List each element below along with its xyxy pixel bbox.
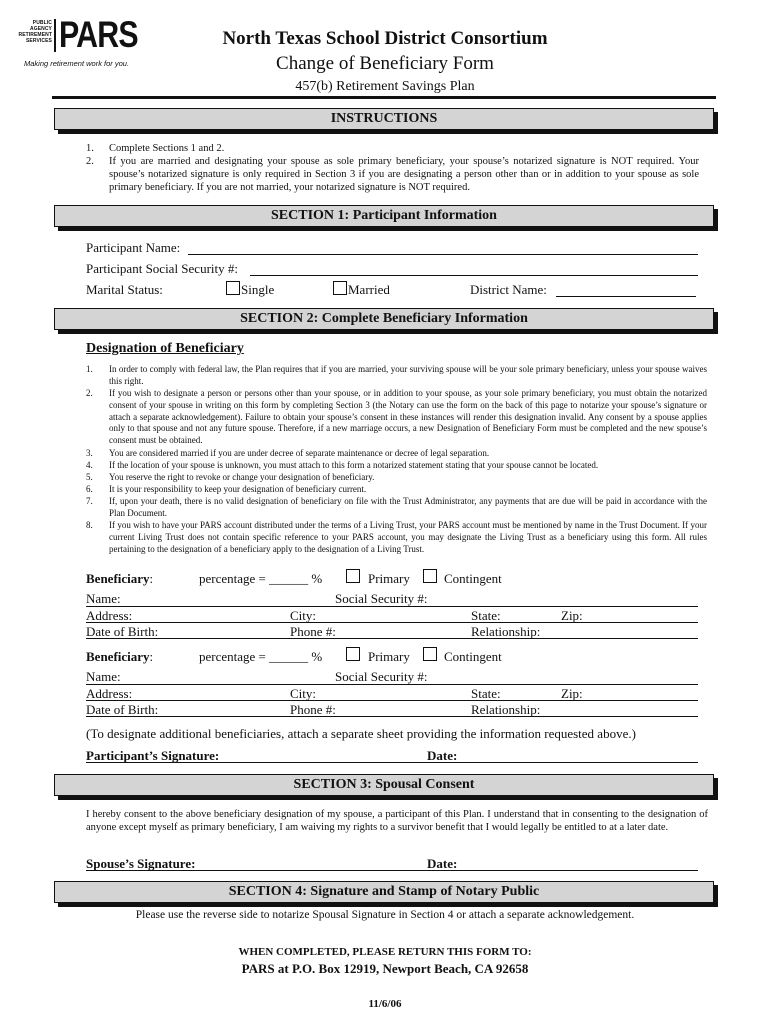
form-date: 11/6/06 (368, 998, 402, 1010)
beneficiary-1-ssn-label: Social Security #: (335, 591, 428, 606)
designation-item: If you wish to designate a person or persons other than your spouse, or in addition to your spouse, as your sole primary beneficiary, you must obtain the notarized consent of your spouse in writing on this form by completing Section 3 (the Notary can use the form on the back of this page to notarize your spouse’s signature or attach a separate acknowledgement). Failure to obtain your spouse’s consent in these instances will render this designation invalid. Any consent by a spouse applies only to that spouse and not any future spouse. Therefore, if a new marriage occurs, a new Designation of Beneficiary Form must be completed and the new spouse’s consent must be obtained. (109, 388, 707, 446)
logo-wordmark: PARS (59, 14, 138, 55)
beneficiary-2-relationship-label: Relationship: (471, 702, 541, 717)
beneficiary-2-dob-field[interactable] (86, 716, 698, 717)
district-name-label: District Name: (470, 282, 547, 297)
beneficiary-2-name-field[interactable] (86, 684, 698, 685)
designation-number: 7. (86, 496, 93, 506)
designation-item: If you wish to have your PARS account distributed under the terms of a Living Trust, your PARS account must be mentioned by name in the Trust Document. If your current Living Trust does not contain specific reference to your PARS account, you may designate the Living Trust as a beneficiary using this form. All rules pertaining to the designation of a beneficiary apply to the designation of a Living Trust. (109, 520, 707, 554)
participant-signature-label: Participant’s Signature: (86, 748, 220, 763)
beneficiary-2-phone-label: Phone #: (290, 702, 336, 717)
participant-ssn-field[interactable] (250, 275, 698, 276)
beneficiary-2-city-label: City: (290, 686, 317, 701)
beneficiary-1-primary-label: Primary (368, 571, 410, 586)
return-instructions: WHEN COMPLETED, PLEASE RETURN THIS FORM TO: (238, 946, 532, 958)
beneficiary-2-percentage[interactable]: percentage = ______ % (199, 649, 323, 664)
beneficiary-2-name-label: Name: (86, 669, 121, 684)
designation-number: 3. (86, 448, 93, 458)
beneficiary-1-dob-field[interactable] (86, 638, 698, 639)
additional-beneficiaries-note: (To designate additional beneficiaries, attach a separate sheet providing the information requested above.) (86, 726, 636, 741)
beneficiary-2-dob-label: Date of Birth: (86, 702, 159, 717)
beneficiary-1-primary-checkbox[interactable] (346, 569, 360, 583)
beneficiary-1-phone-label: Phone #: (290, 624, 336, 639)
beneficiary-1-city-label: City: (290, 608, 317, 623)
designation-item: You reserve the right to revoke or change your designation of beneficiary. (109, 472, 375, 482)
married-label: Married (348, 282, 390, 297)
beneficiary-1-percentage[interactable]: percentage = ______ % (199, 571, 323, 586)
beneficiary-1-contingent-label: Contingent (444, 571, 502, 586)
designation-item: You are considered married if you are under decree of separate maintenance or decree of legal separation. (109, 448, 490, 458)
beneficiary-1-relationship-label: Relationship: (471, 624, 541, 639)
section4-heading: SECTION 4: Signature and Stamp of Notary Public (54, 881, 714, 903)
beneficiary-2-primary-checkbox[interactable] (346, 647, 360, 661)
beneficiary-1-zip-label: Zip: (561, 608, 583, 623)
designation-number: 8. (86, 520, 93, 530)
beneficiary-1-name-label: Name: (86, 591, 121, 606)
instruction-number: 2. (86, 156, 94, 167)
designation-title: Designation of Beneficiary (86, 341, 244, 356)
logo-small-text: PUBLIC AGENCY RETIREMENT SERVICES (18, 20, 52, 44)
plan-name: 457(b) Retirement Savings Plan (295, 79, 475, 94)
designation-number: 2. (86, 388, 93, 398)
beneficiary-1-address-field[interactable] (86, 622, 698, 623)
instruction-item: If you are married and designating your spouse as sole primary beneficiary, your spouse’s notarized signature is NOT required. Your spouse’s notarized signature is only required in Section 3 if you are designating a person other than or in addition to your spouse as sole primary beneficiary. If you are not married, your notarized signature is NOT required. (109, 156, 699, 193)
beneficiary-2-primary-label: Primary (368, 649, 410, 664)
spousal-consent-text: I hereby consent to the above beneficiary designation of my spouse, a participant of this Plan. I understand that in consenting to the designation of anyone except myself as primary beneficiary, I am waiving my rights to a survivor benefit that I would legally be entitled to at a later date. (86, 809, 708, 833)
designation-number: 4. (86, 460, 93, 470)
single-label: Single (241, 282, 275, 297)
beneficiary-2-address-label: Address: (86, 686, 133, 701)
participant-date-label: Date: (427, 748, 458, 763)
beneficiary-1-contingent-checkbox[interactable] (423, 569, 437, 583)
beneficiary-1-state-label: State: (471, 608, 501, 623)
header-rule (52, 96, 716, 99)
spouse-date-label: Date: (427, 856, 458, 871)
form-title: North Texas School District Consortium (222, 28, 548, 49)
designation-item: It is your responsibility to keep your designation of beneficiary current. (109, 484, 367, 494)
spouse-signature-label: Spouse’s Signature: (86, 856, 196, 871)
beneficiary-2-address-field[interactable] (86, 700, 698, 701)
beneficiary-1-heading: Beneficiary: (86, 571, 154, 586)
beneficiary-2-heading: Beneficiary: (86, 649, 154, 664)
beneficiary-1-dob-label: Date of Birth: (86, 624, 159, 639)
beneficiary-2-contingent-label: Contingent (444, 649, 502, 664)
beneficiary-1-address-label: Address: (86, 608, 133, 623)
single-checkbox[interactable] (226, 281, 240, 295)
participant-name-label: Participant Name: (86, 240, 181, 255)
designation-number: 1. (86, 364, 93, 374)
married-checkbox[interactable] (333, 281, 347, 295)
beneficiary-2-ssn-label: Social Security #: (335, 669, 428, 684)
section2-heading: SECTION 2: Complete Beneficiary Information (54, 308, 714, 330)
instruction-number: 1. (86, 143, 94, 154)
instruction-item: Complete Sections 1 and 2. (109, 143, 225, 154)
beneficiary-2-contingent-checkbox[interactable] (423, 647, 437, 661)
logo-tagline: Making retirement work for you. (24, 59, 130, 68)
beneficiary-2-state-label: State: (471, 686, 501, 701)
designation-item: If, upon your death, there is no valid designation of beneficiary on file with the Trust Administrator, any payments that are due will be paid in accordance with the Plan Document. (109, 496, 707, 518)
beneficiary-2-zip-label: Zip: (561, 686, 583, 701)
instructions-heading: INSTRUCTIONS (54, 108, 714, 130)
spouse-signature-field[interactable] (86, 870, 698, 871)
section1-heading: SECTION 1: Participant Information (54, 205, 714, 227)
district-name-field[interactable] (556, 296, 696, 297)
participant-name-field[interactable] (188, 254, 698, 255)
return-address: PARS at P.O. Box 12919, Newport Beach, CA 92658 (241, 961, 529, 976)
participant-signature-field[interactable] (86, 762, 698, 763)
form-subtitle: Change of Beneficiary Form (276, 53, 494, 74)
designation-number: 6. (86, 484, 93, 494)
beneficiary-1-name-field[interactable] (86, 606, 698, 607)
notary-note: Please use the reverse side to notarize Spousal Signature in Section 4 or attach a separate acknowledgement. (135, 909, 635, 921)
marital-status-label: Marital Status: (86, 282, 163, 297)
designation-number: 5. (86, 472, 93, 482)
designation-item: If the location of your spouse is unknown, you must attach to this form a notarized statement stating that your spouse cannot be located. (109, 460, 599, 470)
section3-heading: SECTION 3: Spousal Consent (54, 774, 714, 796)
designation-item: In order to comply with federal law, the Plan requires that if you are married, your surviving spouse will be your sole primary beneficiary, unless your spouse waives this right. (109, 364, 707, 386)
participant-ssn-label: Participant Social Security #: (86, 261, 238, 276)
